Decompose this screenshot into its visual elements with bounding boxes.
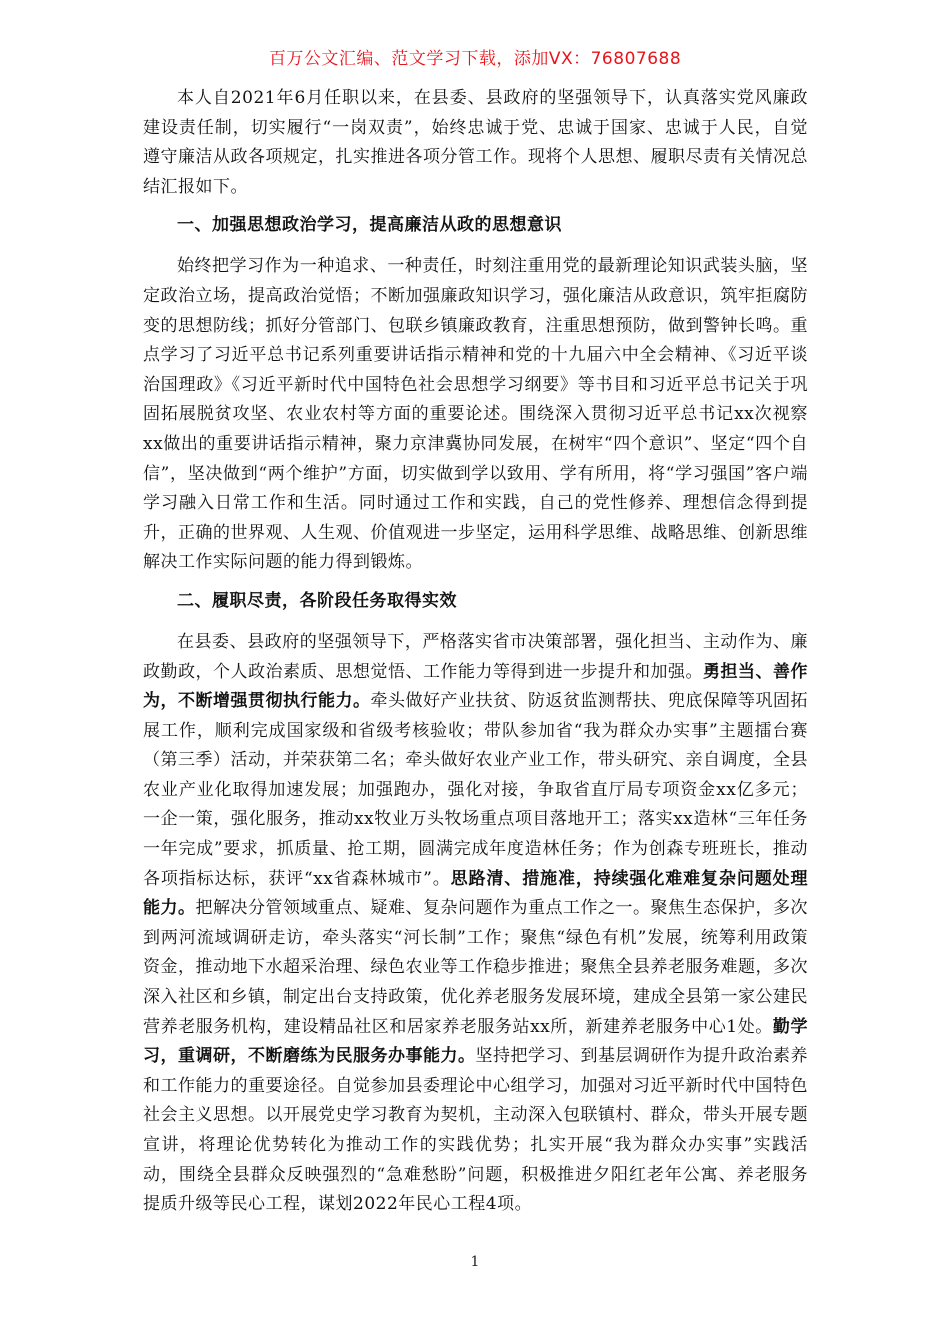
intro-paragraph: 本人自2021年6月任职以来，在县委、县政府的坚强领导下，认真落实党风廉政建设责任制，切实履行“一岗双责”，始终忠诚于党、忠诚于国家、忠诚于人民，自觉遵守廉洁从政各项规定，扎实推进各项分管工作。现将个人思想、履职尽责有关情况总结汇报如下。 <box>143 88 808 197</box>
bold-lead-3: 勤学习，重调研，不断磨练为民服务办事能力。 <box>143 1016 809 1067</box>
section-2-text-3: 坚持把学习、到基层调研作为提升政治素养和工作能力的重要途径。自觉参加县委理论中心组学习，加强对习近平新时代中国特色社会主义思想。以开展党史学习教育为契机，主动深入包联镇村、群众，带头开展专题宣讲，将理论优势转化为推动工作的实践优势；扎实开展“我为群众办实事”实践活动，围绕全县群众反映强烈的“急难愁盼”问题，积极推进夕阳红老年公寓、养老服务提质升级等民心工程，谋划2022年民心工程4项。 <box>143 1046 808 1215</box>
section-2-paragraph <box>143 628 808 1220</box>
section-2-text-1: 牵头做好产业扶贫、防返贫监测帮扶、兜底保障等巩固拓展工作，顺利完成国家级和省级考核验收；带队参加省“我为群众办实事”主题擂台赛（第三季）活动，并荣获第二名；牵头做好农业产业工作，带头研究、亲自调度，全县农业产业化取得加速发展；加强跑办，强化对接，争取省直厅局专项资金xx亿多元；一企一策，强化服务，推动xx牧业万头牧场重点项目落地开工；落实xx造林“三年任务一年完成”要求，抓质量、抢工期，圆满完成年度造林任务；作为创森专班班长，推动各项指标达标，获评“xx省森林城市”。 <box>143 691 808 889</box>
section-2-text-2: 把解决分管领域重点、疑难、复杂问题作为重点工作之一。聚焦生态保护，多次到两河流域调研走访，牵头落实“河长制”工作；聚焦“绿色有机”发展，统筹利用政策资金，推动地下水超采治理、绿色农业等工作稳步推进；聚焦全县养老服务难题，多次深入社区和乡镇，制定出台支持政策，优化养老服务发展环境，建成全县第一家公建民营养老服务机构，建设精品社区和居家养老服务站xx所，新建养老服务中心1处。 <box>143 898 808 1037</box>
document-body <box>143 84 808 1220</box>
section-2-intro-text: 在县委、县政府的坚强领导下，严格落实省市决策部署，强化担当、主动作为、廉政勤政，个人政治素质、思想觉悟、工作能力等得到进一步提升和加强。 <box>143 631 808 682</box>
page-number: 1 <box>470 1254 480 1270</box>
bold-lead-2: 思路清、措施准，持续强化难难复杂问题处理能力。 <box>143 868 808 919</box>
watermark-banner: 百万公文汇编、范文学习下载，添加VX：76807688 <box>268 49 682 69</box>
section-1-heading: 一、加强思想政治学习，提高廉洁从政的思想意识 <box>177 215 562 236</box>
section-1-paragraph: 始终把学习作为一种追求、一种责任，时刻注重用党的最新理论知识武装头脑，坚定政治立场，提高政治觉悟；不断加强廉政知识学习，强化廉洁从政意识，筑牢拒腐防变的思想防线；抓好分管部门、包联乡镇廉政教育，注重思想预防，做到警钟长鸣。重点学习了习近平总书记系列重要讲话指示精神和党的十九届六中全会精神、《习近平谈治国理政》《习近平新时代中国特色社会思想学习纲要》等书目和习近平总书记关于巩固拓展脱贫攻坚、农业农村等方面的重要论述。围绕深入贯彻习近平总书记xx次视察xx做出的重要讲话指示精神，聚力京津冀协同发展，在树牢“四个意识”、坚定“四个自信”，坚决做到“两个维护”方面，切实做到学以致用、学有所用，将“学习强国”客户端学习融入日常工作和生活。同时通过工作和实践，自己的党性修养、理想信念得到提升，正确的世界观、人生观、价值观进一步坚定，运用科学思维、战略思维、创新思维解决工作实际问题的能力得到锻炼。 <box>143 256 808 573</box>
section-2-heading: 二、履职尽责，各阶段任务取得实效 <box>177 590 457 611</box>
bold-lead-1: 勇担当、善作为，不断增强贯彻执行能力。 <box>143 661 808 712</box>
